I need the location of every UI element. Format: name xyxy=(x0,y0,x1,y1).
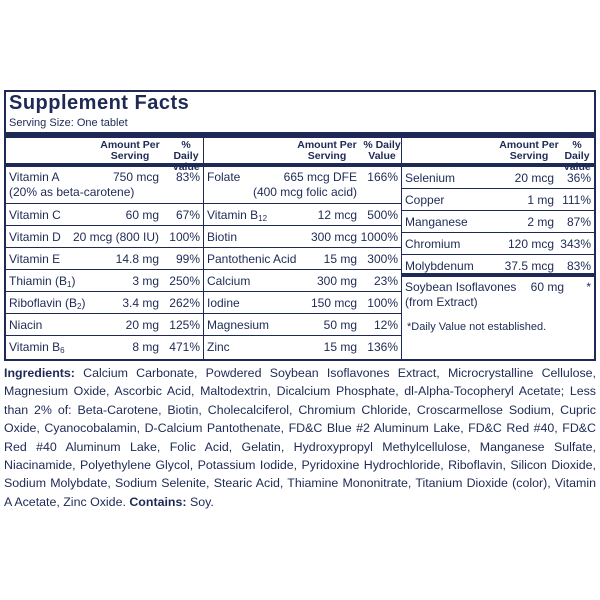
nutrient-name: Biotin xyxy=(207,230,238,244)
ingredients-list: Calcium Carbonate, Powdered Soybean Isoflavones Extract, Microcrystalline Cellulose, Magnesium Oxide, Ascorbic Acid, Maltodextrin, Dicalcium Phosphate, dl-Alpha-Tocopheryl Acetate; Less than 2% of: Beta-Carotene, Biotin, Cholecalciferol, Chromium Chloride, Croscarmellose Sodium, Cupric Oxide, Cyanocobalamin, D-Calcium Pantothenate, FD&C Blue #2 Aluminum Lake, FD&C Red #40, FD&C Red #40 Aluminum Lake, Folic Acid, Gelatin, Hydroxypropyl Methylcellulose, Manganese Sulfate, Niacinamide, Polyethylene Glycol, Potassium Iodide, Pyridoxine Hydrochloride, Riboflavin, Silicon Dioxide, Sodium Molybdate, Sodium Selenite, Stearic Acid, Thiamine Mononitrate, Titanium Dioxide (color), Vitamin A Acetate, Zinc Oxide. xyxy=(4,366,596,509)
nutrient-row xyxy=(204,292,401,314)
amount-per-serving-header: Amount Per Serving xyxy=(100,139,160,162)
nutrient-name: Zinc xyxy=(207,340,230,354)
amount-per-serving: 300 mcg xyxy=(310,230,357,244)
nutrient-name: Niacin xyxy=(9,318,43,332)
nutrient-name: Vitamin $B_{12}$ xyxy=(207,208,268,223)
nutrient-row xyxy=(6,336,203,358)
daily-value-percent: 36% xyxy=(566,171,591,185)
contains-label: Contains: xyxy=(129,494,187,509)
daily-value-percent: 471% xyxy=(169,340,200,354)
nutrient-row xyxy=(6,248,203,270)
amount-per-serving: 300 mg xyxy=(316,274,357,288)
amount-per-serving-header: Amount Per Serving xyxy=(297,139,357,162)
amount-per-serving: 750 mcg xyxy=(112,170,159,184)
nutrient-row xyxy=(204,270,401,292)
amount-per-serving: 665 mcg DFE (400 mcg folic acid) xyxy=(252,170,357,199)
panel-title: Supplement Facts xyxy=(9,92,190,114)
nutrient-row xyxy=(402,167,594,189)
amount-per-serving: 60 mg xyxy=(530,280,564,294)
amount-per-serving: 8 mg xyxy=(132,340,159,354)
column-header xyxy=(204,138,401,167)
daily-value-percent: 125% xyxy=(169,318,200,332)
amount-per-serving: 12 mcg xyxy=(317,208,357,222)
nutrient-row xyxy=(402,233,594,255)
daily-value-percent: 87% xyxy=(566,215,591,229)
daily-value-footnote: *Daily Value not established. xyxy=(407,321,547,333)
amount-per-serving: 15 mg xyxy=(323,340,357,354)
nutrient-rows xyxy=(204,167,401,358)
nutrient-column-3 xyxy=(402,138,594,359)
daily-value-percent: * xyxy=(586,280,591,294)
amount-per-serving: 15 mg xyxy=(323,252,357,266)
amount-per-serving: 20 mg xyxy=(125,318,159,332)
column-header xyxy=(6,138,203,173)
amount-per-serving-header: Amount Per Serving xyxy=(499,139,559,162)
nutrient-name: Vitamin A (20% as beta-carotene) xyxy=(9,170,135,199)
amount-per-serving: 20 mcg (800 IU) xyxy=(72,230,159,244)
nutrient-name: Vitamin $B_6$ xyxy=(9,340,65,355)
nutrient-name: Soybean Isoflavones (from Extract) xyxy=(405,280,517,309)
nutrient-column-2 xyxy=(204,138,402,359)
nutrient-name: Vitamin E xyxy=(9,252,61,266)
amount-per-serving: 150 mcg xyxy=(310,296,357,310)
nutrient-row xyxy=(204,226,401,248)
nutrient-name: Magnesium xyxy=(207,318,270,332)
amount-per-serving: 3 mg xyxy=(132,274,159,288)
nutrient-row xyxy=(204,314,401,336)
amount-per-serving: 120 mcg xyxy=(507,237,554,251)
nutrient-row xyxy=(402,277,594,314)
daily-value-percent: 83% xyxy=(566,259,591,273)
amount-per-serving: 37.5 mcg xyxy=(504,259,554,273)
daily-value-percent: 67% xyxy=(175,208,200,222)
daily-value-percent: 1000% xyxy=(360,230,398,244)
nutrient-row xyxy=(204,336,401,358)
nutrient-name: Thiamin $(B_1)$ xyxy=(9,274,76,289)
amount-per-serving: 20 mcg xyxy=(514,171,554,185)
nutrient-name: Folate xyxy=(207,170,241,184)
daily-value-percent: 166% xyxy=(367,170,398,184)
allergen-list: Soy. xyxy=(186,494,214,509)
nutrient-name: Selenium xyxy=(405,171,456,185)
nutrient-row xyxy=(6,204,203,226)
nutrient-row xyxy=(6,270,203,292)
daily-value-percent: 343% xyxy=(560,237,591,251)
nutrient-row xyxy=(204,167,401,204)
daily-value-percent: 99% xyxy=(175,252,200,266)
amount-per-serving: 2 mg xyxy=(527,215,554,229)
daily-value-percent: 300% xyxy=(367,252,398,266)
nutrient-name: Vitamin C xyxy=(9,208,61,222)
daily-value-header: % Daily Value xyxy=(563,139,591,173)
daily-value-percent: 12% xyxy=(373,318,398,332)
nutrient-row xyxy=(204,248,401,270)
amount-per-serving: 3.4 mg xyxy=(122,296,159,310)
daily-value-percent: 262% xyxy=(169,296,200,310)
nutrient-name: Manganese xyxy=(405,215,468,229)
nutrient-row xyxy=(402,211,594,233)
daily-value-header: % Daily Value xyxy=(363,139,401,162)
nutrient-row xyxy=(6,292,203,314)
nutrient-row xyxy=(402,255,594,277)
nutrient-name: Chromium xyxy=(405,237,461,251)
nutrient-name: Pantothenic Acid xyxy=(207,252,297,266)
daily-value-header: % Daily Value xyxy=(172,139,200,173)
amount-per-serving: 60 mg xyxy=(125,208,159,222)
daily-value-percent: 83% xyxy=(175,170,200,184)
daily-value-percent: 100% xyxy=(367,296,398,310)
nutrient-row xyxy=(6,226,203,248)
nutrient-name: Molybdenum xyxy=(405,259,474,273)
nutrient-name: Copper xyxy=(405,193,445,207)
nutrient-row xyxy=(6,167,203,204)
amount-per-serving: 14.8 mg xyxy=(115,252,159,266)
nutrient-rows xyxy=(402,167,594,314)
nutrient-name: Calcium xyxy=(207,274,251,288)
daily-value-percent: 136% xyxy=(367,340,398,354)
nutrient-row xyxy=(402,189,594,211)
nutrient-column-1 xyxy=(6,138,204,359)
supplement-facts-panel xyxy=(4,90,596,361)
ingredients-label: Ingredients: xyxy=(4,366,75,380)
nutrient-name: Riboflavin $(B_2)$ xyxy=(9,296,86,311)
ingredients-statement xyxy=(4,364,596,511)
daily-value-percent: 250% xyxy=(169,274,200,288)
amount-per-serving: 1 mg xyxy=(527,193,554,207)
nutrient-row xyxy=(6,314,203,336)
daily-value-percent: 100% xyxy=(169,230,200,244)
amount-per-serving: 50 mg xyxy=(323,318,357,332)
daily-value-percent: 111% xyxy=(562,193,591,207)
nutrient-name: Iodine xyxy=(207,296,240,310)
nutrient-rows xyxy=(6,167,203,358)
nutrient-row xyxy=(204,204,401,226)
column-header xyxy=(402,138,594,173)
serving-size: Serving Size: One tablet xyxy=(9,117,128,129)
nutrient-name: Vitamin D xyxy=(9,230,61,244)
daily-value-percent: 23% xyxy=(373,274,398,288)
daily-value-percent: 500% xyxy=(367,208,398,222)
